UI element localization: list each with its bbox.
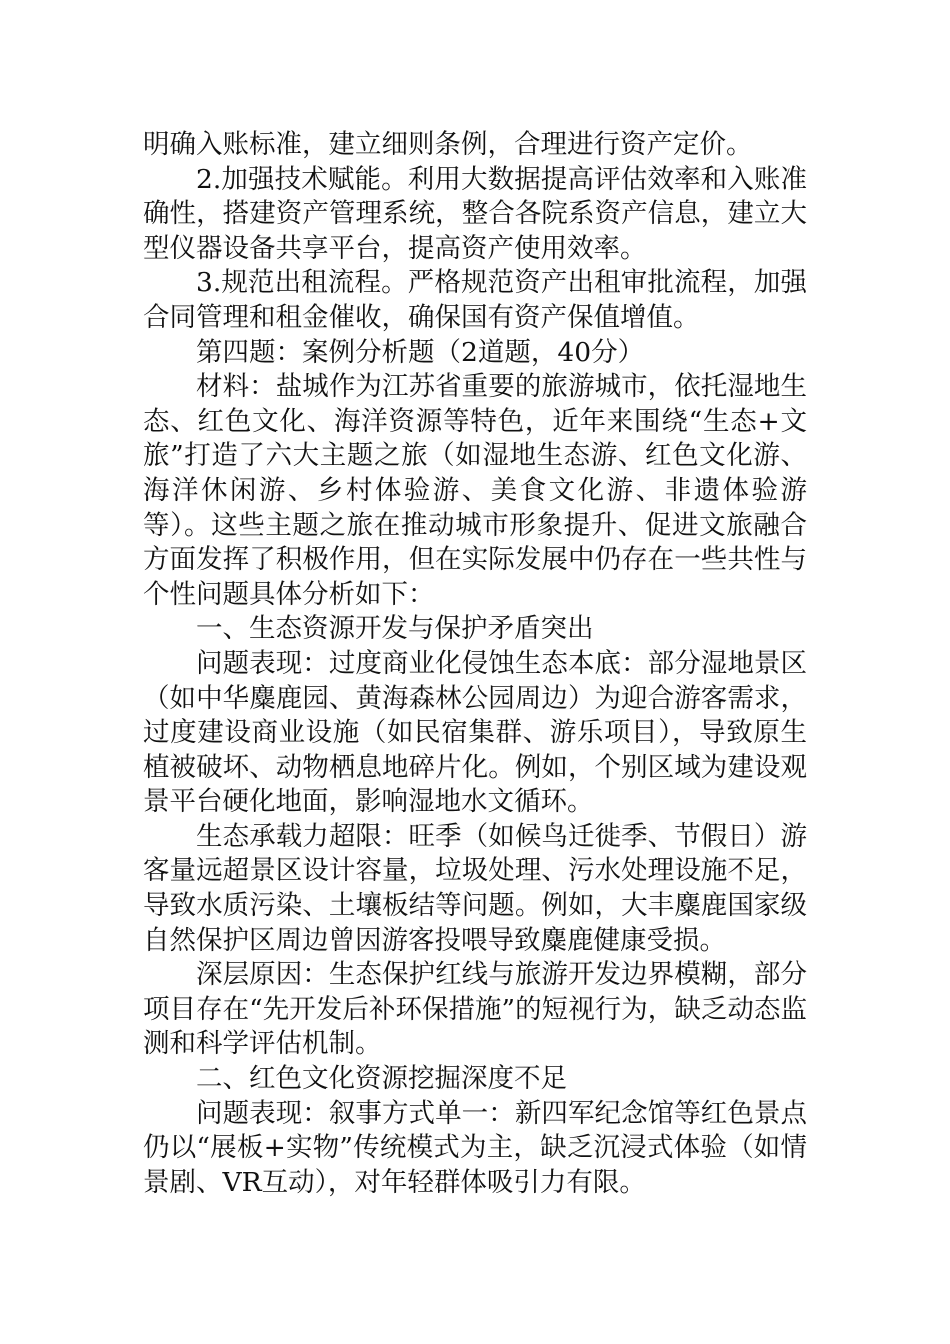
document-body [143,128,807,1200]
paragraph-carrying-capacity: 生态承载力超限：旺季（如候鸟迁徙季、节假日）游客量远超景区设计容量，垃圾处理、污水处理设施不足，导致水质污染、土壤板结等问题。例如，大丰麋鹿国家级自然保护区周边曾因游客投喂导致麋鹿健康受损。 [143,820,807,956]
paragraph-rental-process: 3.规范出租流程。严格规范资产出租审批流程，加强合同管理和租金催收，确保国有资产保值增值。 [143,267,807,333]
paragraph-narrative-monotony: 问题表现：叙事方式单一：新四军纪念馆等红色景点仍以“展板+实物”传统模式为主，缺乏沉浸式体验（如情景剧、VR互动），对年轻群体吸引力有限。 [143,1097,807,1198]
subheading-ecology-conflict: 一、生态资源开发与保护矛盾突出 [196,613,594,645]
subheading-red-culture: 二、红色文化资源挖掘深度不足 [196,1063,567,1095]
paragraph-root-cause: 深层原因：生态保护红线与旅游开发边界模糊，部分项目存在“先开发后补环保措施”的短视行为，缺乏动态监测和科学评估机制。 [143,959,807,1060]
paragraph-tech-empowerment: 2.加强技术赋能。利用大数据提高评估效率和入账准确性，搭建资产管理系统，整合各院系资产信息，建立大型仪器设备共享平台，提高资产使用效率。 [143,163,807,264]
paragraph-continuation: 明确入账标准，建立细则条例，合理进行资产定价。 [143,129,753,160]
paragraph-problem-commercialization: 问题表现：过度商业化侵蚀生态本底：部分湿地景区（如中华麋鹿园、黄海森林公园周边）为迎合游客需求，过度建设商业设施（如民宿集群、游乐项目），导致原生植被破坏、动物栖息地碎片化。例如，个别区域为建设观景平台硬化地面，影响湿地水文循环。 [143,647,807,818]
section-heading-question-four: 第四题：案例分析题（2道题，40分） [196,336,645,368]
paragraph-material: 材料：盐城作为江苏省重要的旅游城市，依托湿地生态、红色文化、海洋资源等特色，近年来围绕“生态+文旅”打造了六大主题之旅（如湿地生态游、红色文化游、海洋休闲游、乡村体验游、美食文化游、非遗体验游等）。这些主题之旅在推动城市形象提升、促进文旅融合方面发挥了积极作用，但在实际发展中仍存在一些共性与个性问题具体分析如下： [143,371,807,610]
